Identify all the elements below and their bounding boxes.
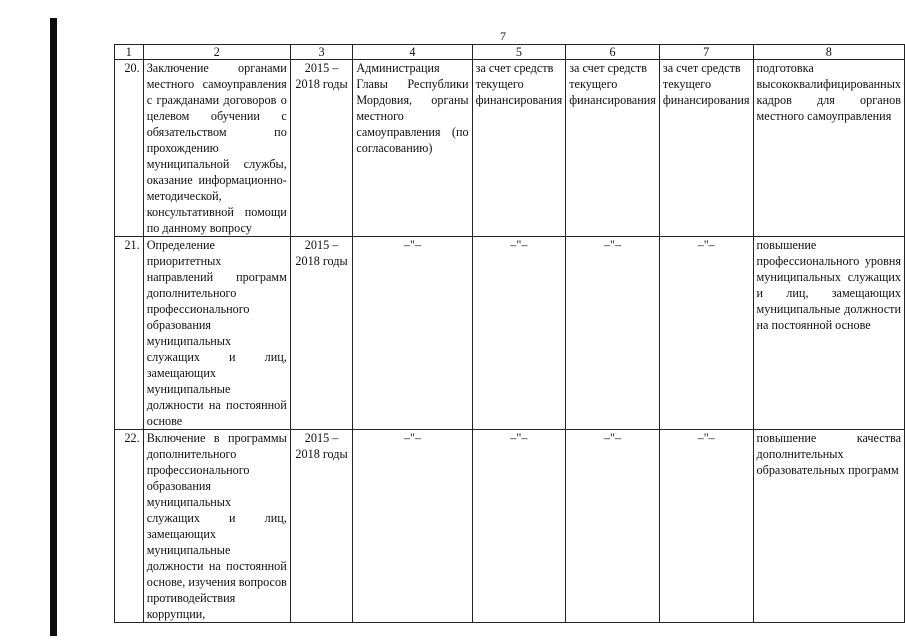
- table-row: [115, 430, 905, 623]
- row-number: 21.: [115, 237, 144, 430]
- measure-cell: Заключение органами местного самоуправления с гражданами договоров о целевом обучении с обязательством по прохождению муниципальной службы, оказание информационно-методической, консультативной помощи по данному вопросу: [143, 60, 290, 237]
- period-cell: 2015 – 2018 годы: [290, 430, 353, 623]
- header-col-7: 7: [659, 45, 753, 60]
- funding-cell-col5: –"–: [472, 237, 566, 430]
- table-row: [115, 237, 905, 430]
- funding-cell-col7: –"–: [659, 237, 753, 430]
- row-number: 22.: [115, 430, 144, 623]
- result-cell: повышение качества дополнительных образовательных программ: [753, 430, 904, 623]
- period-cell: 2015 – 2018 годы: [290, 237, 353, 430]
- measures-table: [114, 44, 905, 623]
- funding-cell-col7: за счет средств текущего финансирования: [659, 60, 753, 237]
- result-cell: повышение профессионального уровня муниципальных служащих и лиц, замещающих муниципальные должности на постоянной основе: [753, 237, 904, 430]
- executor-cell: Администрация Главы Республики Мордовия, органы местного самоуправления (по согласованию): [353, 60, 472, 237]
- page-number: 7: [500, 29, 506, 43]
- header-col-5: 5: [472, 45, 566, 60]
- measure-cell: Включение в программы дополнительного профессионального образования муниципальных служащих и лиц, замещающих муниципальные должности на постоянной основе, изучения вопросов противодействия коррупции,: [143, 430, 290, 623]
- header-col-8: 8: [753, 45, 904, 60]
- funding-cell-col7: –"–: [659, 430, 753, 623]
- binding-edge-bar: [50, 18, 57, 636]
- row-number: 20.: [115, 60, 144, 237]
- header-col-1: 1: [115, 45, 144, 60]
- table-row: [115, 60, 905, 237]
- header-col-2: 2: [143, 45, 290, 60]
- funding-cell-col5: –"–: [472, 430, 566, 623]
- executor-cell: –"–: [353, 237, 472, 430]
- funding-cell-col6: –"–: [566, 430, 660, 623]
- funding-cell-col6: –"–: [566, 237, 660, 430]
- funding-cell-col5: за счет средств текущего финансирования: [472, 60, 566, 237]
- header-row: [115, 45, 905, 60]
- header-col-6: 6: [566, 45, 660, 60]
- header-col-3: 3: [290, 45, 353, 60]
- funding-cell-col6: за счет средств текущего финансирования: [566, 60, 660, 237]
- header-col-4: 4: [353, 45, 472, 60]
- result-cell: подготовка высококвалифицированных кадров для органов местного самоуправления: [753, 60, 904, 237]
- measure-cell: Определение приоритетных направлений программ дополнительного профессионального образования муниципальных служащих и лиц, замещающих муниципальные должности на постоянной основе: [143, 237, 290, 430]
- executor-cell: –"–: [353, 430, 472, 623]
- period-cell: 2015 – 2018 годы: [290, 60, 353, 237]
